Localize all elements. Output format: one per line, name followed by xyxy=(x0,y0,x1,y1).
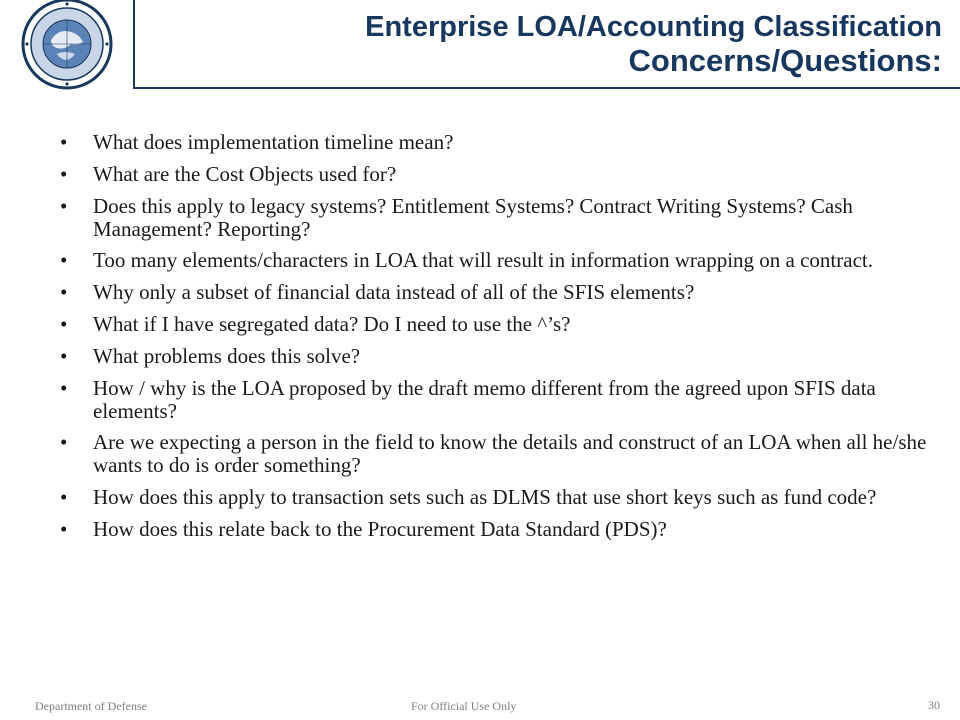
list-item: • What if I have segregated data? Do I need to use the ^’s? xyxy=(60,313,930,336)
footer-classification: For Official Use Only xyxy=(411,699,517,713)
seal-icon xyxy=(21,0,113,90)
slide-title xyxy=(365,10,942,78)
list-item: • How does this relate back to the Procurement Data Standard (PDS)? xyxy=(60,518,930,541)
list-item: • How does this apply to transaction sets such as DLMS that use short keys such as fund code? xyxy=(60,486,930,509)
list-item: • What does implementation timeline mean? xyxy=(60,131,930,154)
header-vertical-divider xyxy=(133,0,135,88)
title-line-1: Enterprise LOA/Accounting Classification xyxy=(365,11,942,43)
list-item: • What are the Cost Objects used for? xyxy=(60,163,930,186)
list-item: • How / why is the LOA proposed by the draft memo different from the agreed upon SFIS data elements? xyxy=(60,377,930,423)
list-item: • What problems does this solve? xyxy=(60,345,930,368)
page-number: 30 xyxy=(928,698,940,712)
header-horizontal-divider xyxy=(133,87,960,89)
list-item: • Why only a subset of financial data instead of all of the SFIS elements? xyxy=(60,281,930,304)
list-item: • Does this apply to legacy systems? Entitlement Systems? Contract Writing Systems? Cash Management? Reporting? xyxy=(60,195,930,241)
title-line-2: Concerns/Questions: xyxy=(628,43,942,78)
concerns-list xyxy=(60,131,930,550)
list-item: • Too many elements/characters in LOA that will result in information wrapping on a contract. xyxy=(60,249,930,272)
list-item: • Are we expecting a person in the field to know the details and construct of an LOA when all he/she wants to do is order something? xyxy=(60,431,930,477)
footer-organization: Department of Defense xyxy=(35,699,147,713)
agency-seal xyxy=(0,0,133,88)
